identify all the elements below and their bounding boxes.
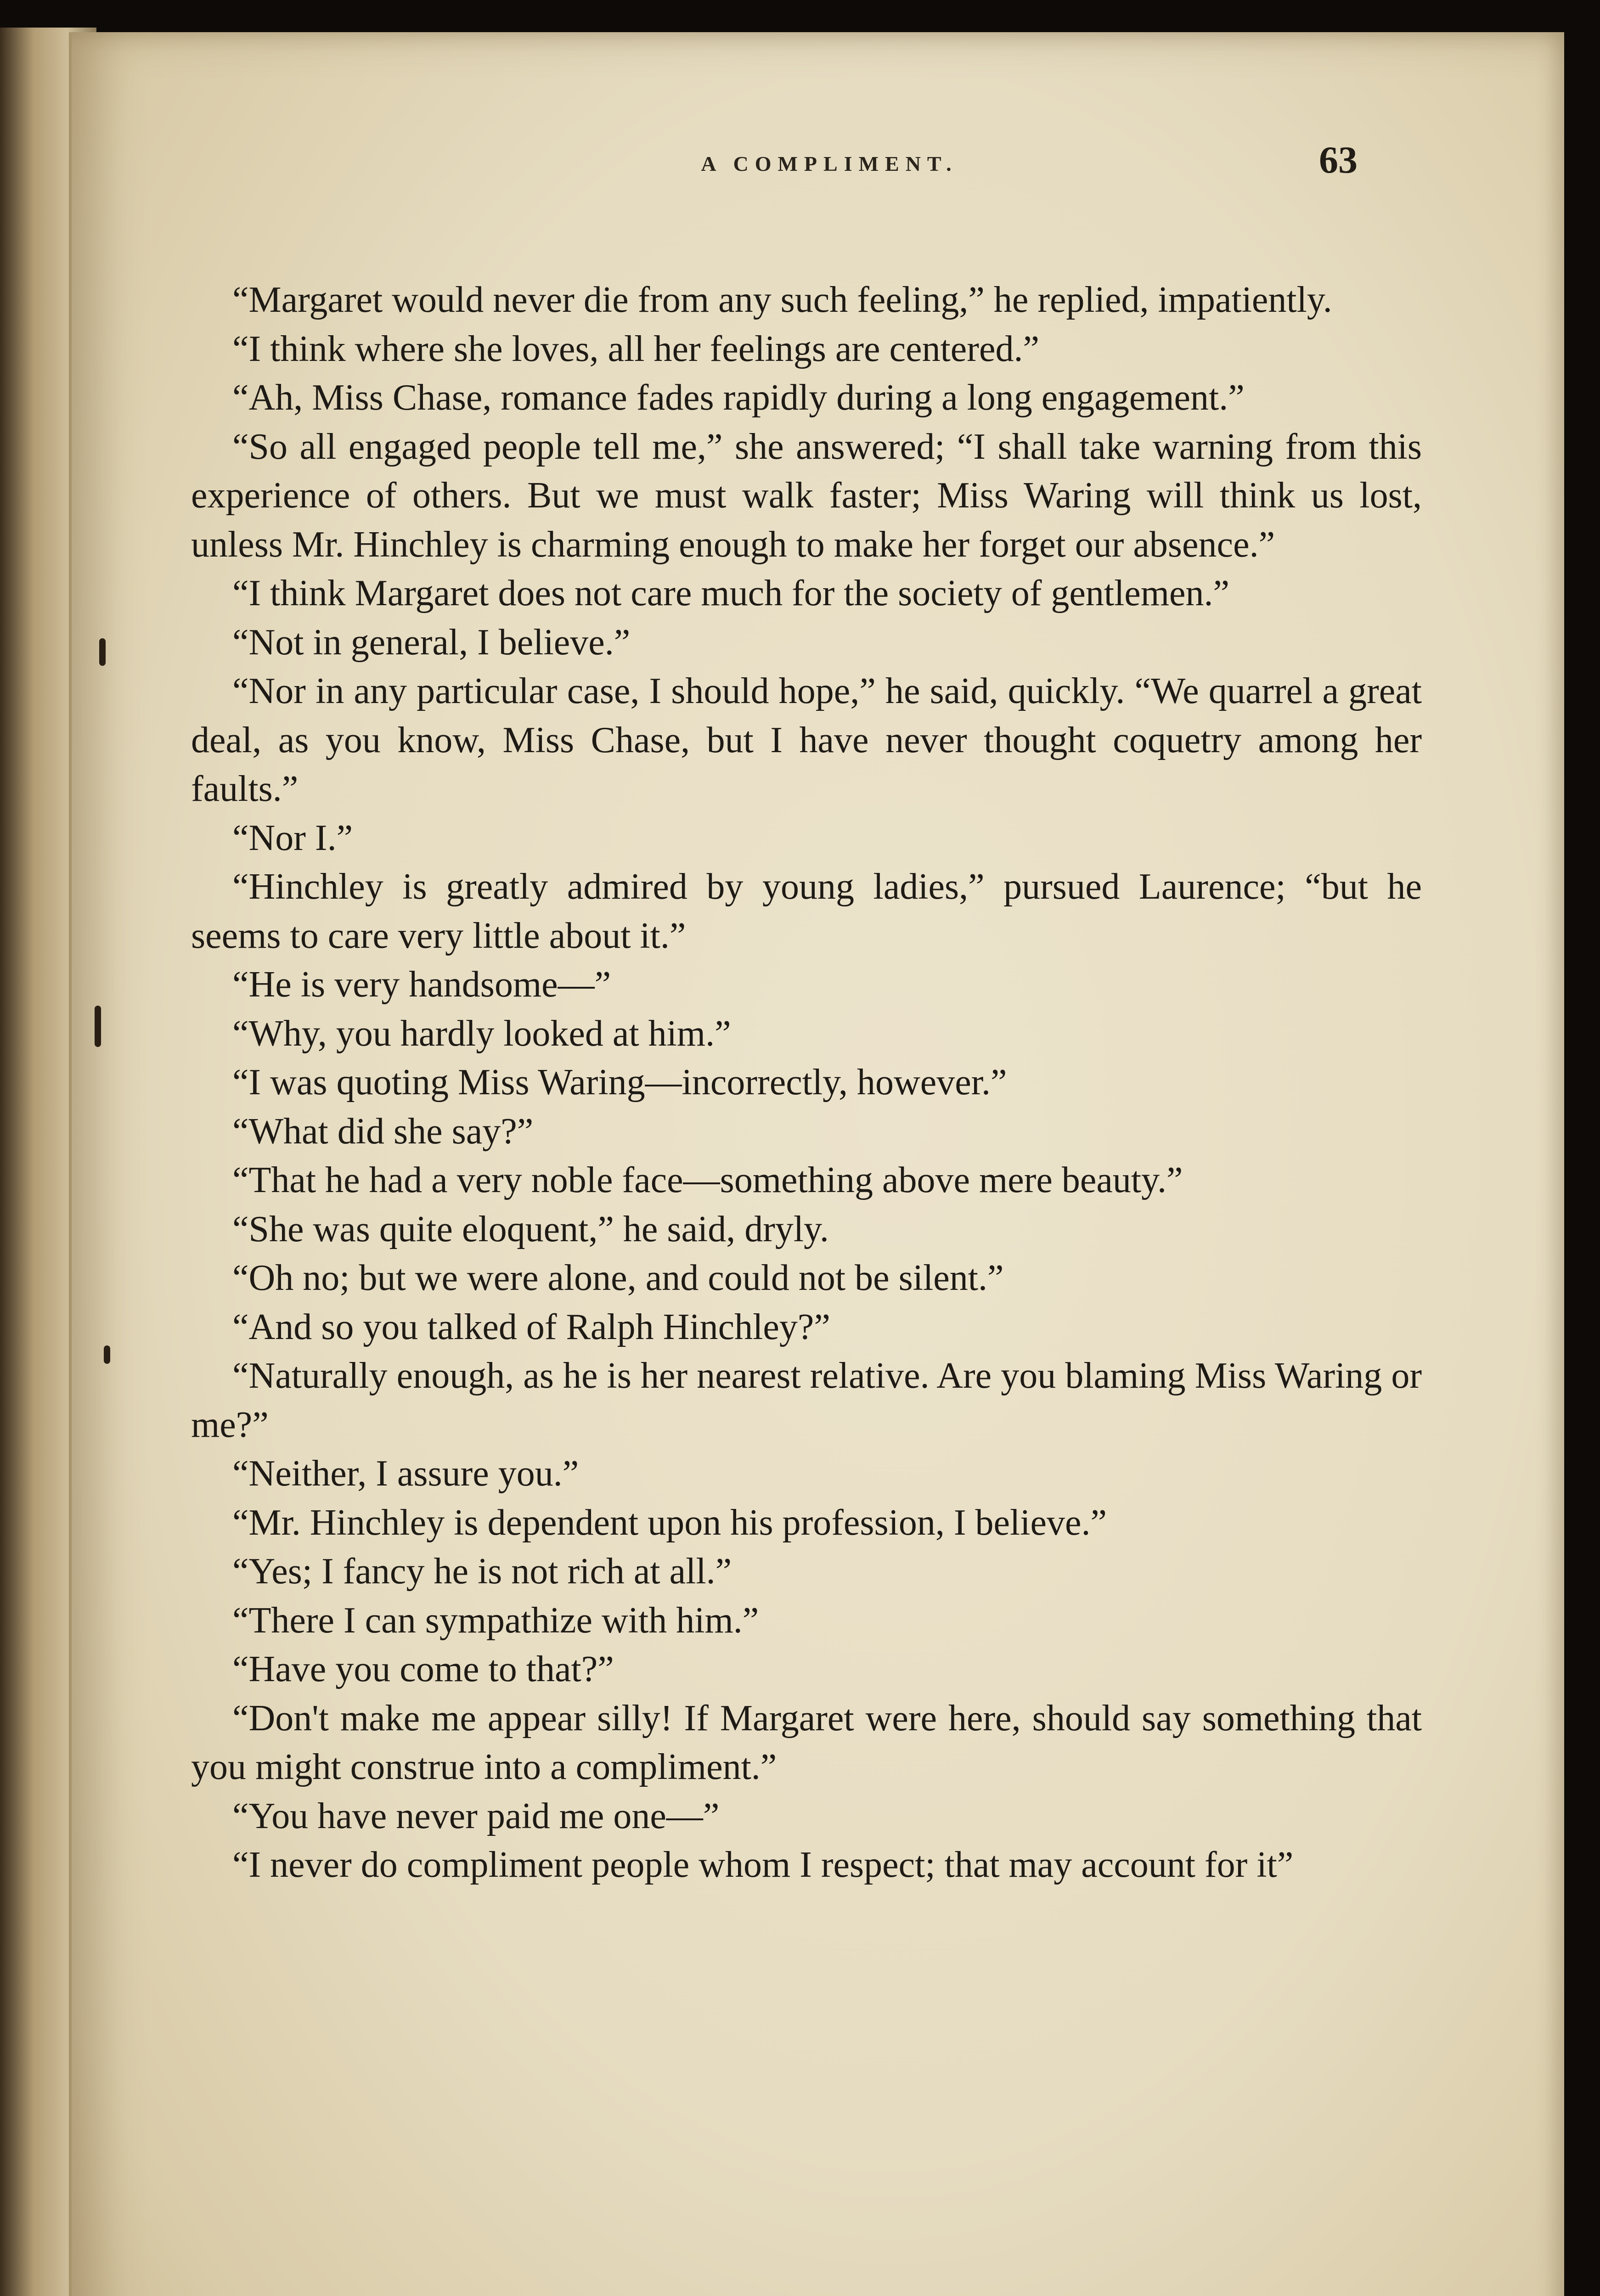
book-page <box>69 32 1564 2296</box>
paragraph: “There I can sympathize with him.” <box>232 1600 759 1641</box>
paragraph: “He is very handsome—” <box>232 964 611 1005</box>
paragraph: “Yes; I fancy he is not rich at all.” <box>232 1551 732 1592</box>
paragraph: “So all engaged people tell me,” she answered; “I shall take warning from this experience of others. But we must walk faster; Miss Waring will think us lost, unless Mr. Hinchley is charming enough to make her forget our absence.” <box>191 426 1422 565</box>
running-head: A COMPLIMENT. <box>701 152 958 175</box>
paragraph: “I was quoting Miss Waring—incorrectly, however.” <box>232 1062 1007 1103</box>
paragraph: “Mr. Hinchley is dependent upon his profession, I believe.” <box>232 1502 1107 1543</box>
margin-mark <box>99 638 106 666</box>
margin-mark <box>95 1006 101 1047</box>
page-number: 63 <box>1319 139 1358 181</box>
paragraph: “Don't make me appear silly! If Margaret were here, should say something that you might construe into a compliment.” <box>191 1698 1422 1787</box>
paragraph: “Margaret would never die from any such feeling,” he replied, impatiently. <box>232 280 1332 320</box>
paragraph: “And so you talked of Ralph Hinchley?” <box>232 1306 830 1347</box>
paragraph: “Naturally enough, as he is her nearest relative. Are you blaming Miss Waring or me?” <box>191 1356 1422 1445</box>
paragraph: “She was quite eloquent,” he said, dryly. <box>232 1209 829 1249</box>
paragraph: “Oh no; but we were alone, and could not be silent.” <box>232 1258 1004 1298</box>
paragraph: “Hinchley is greatly admired by young ladies,” pursued Laurence; “but he seems to care very little about it.” <box>191 867 1422 956</box>
body-text <box>191 276 1422 1890</box>
paragraph: “Ah, Miss Chase, romance fades rapidly during a long engagement.” <box>232 377 1245 418</box>
paragraph: “I think Margaret does not care much for the society of gentlemen.” <box>232 573 1230 613</box>
margin-mark <box>104 1345 110 1364</box>
paragraph: “Not in general, I believe.” <box>232 622 631 663</box>
paragraph: “Nor I.” <box>232 817 353 858</box>
paragraph: “That he had a very noble face—something above mere beauty.” <box>232 1160 1183 1200</box>
paragraph: “Nor in any particular case, I should hope,” he said, quickly. “We quarrel a great deal, as you know, Miss Chase, but I have never thought coquetry among her faults.” <box>191 671 1422 809</box>
paragraph: “Why, you hardly looked at him.” <box>232 1013 731 1054</box>
paragraph: “I never do compliment people whom I respect; that may account for it” <box>232 1845 1294 1885</box>
paragraph: “Have you come to that?” <box>232 1649 614 1689</box>
paragraph: “You have never paid me one—” <box>232 1795 720 1836</box>
paragraph: “I think where she loves, all her feelings are centered.” <box>232 328 1039 369</box>
paragraph: “What did she say?” <box>232 1111 534 1152</box>
paragraph: “Neither, I assure you.” <box>232 1453 579 1494</box>
